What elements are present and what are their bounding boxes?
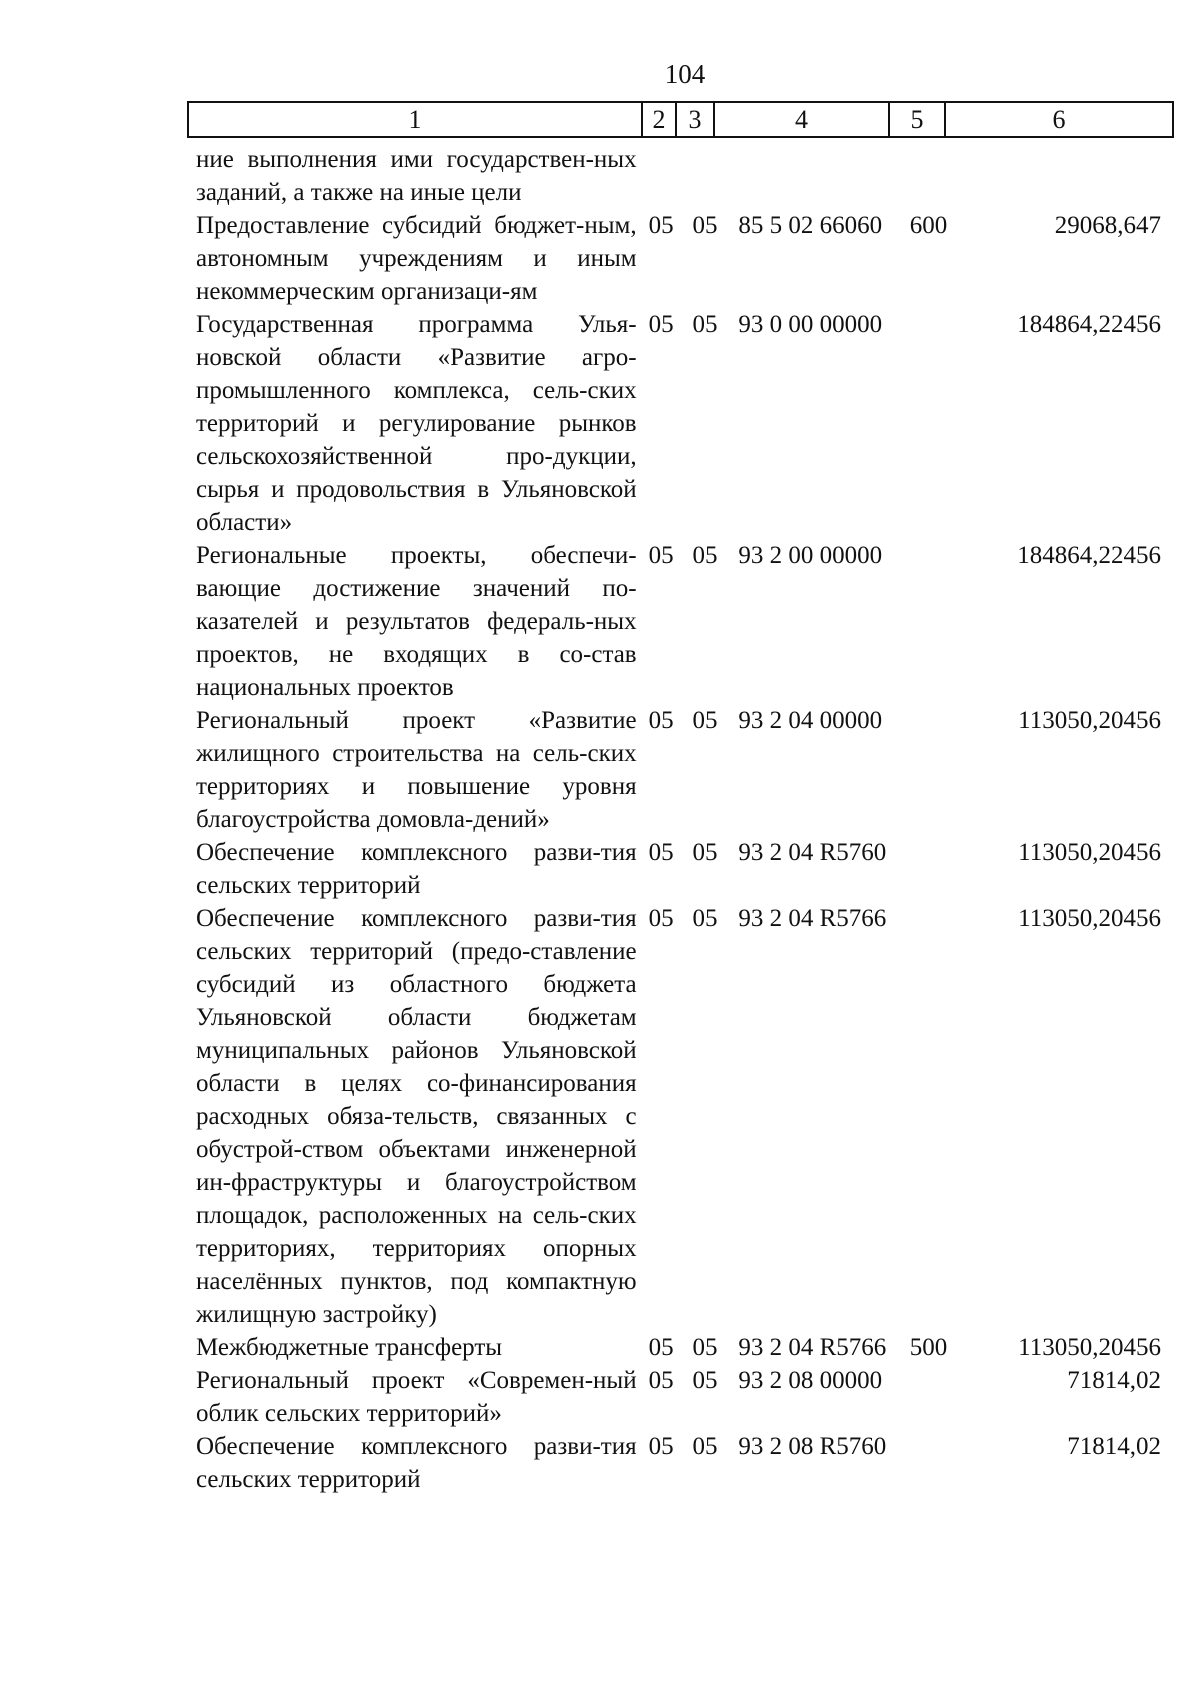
row-target-article: 93 2 00 00000 xyxy=(738,542,883,569)
row-amount: 184864,22456 xyxy=(1017,311,1161,338)
row-section-code: 05 xyxy=(648,905,674,932)
row-amount: 184864,22456 xyxy=(1017,542,1161,569)
table-row xyxy=(196,704,1171,836)
table-row xyxy=(196,308,1171,539)
row-section-code: 05 xyxy=(648,1433,674,1460)
column-header-6: 6 xyxy=(945,102,1173,137)
row-target-article: 93 2 04 R5760 xyxy=(738,839,887,866)
row-amount: 113050,20456 xyxy=(1018,1334,1161,1361)
row-target-article: 93 2 04 R5766 xyxy=(738,1334,887,1361)
row-subsection-code: 05 xyxy=(692,1367,718,1394)
row-name: Межбюджетные трансферты xyxy=(196,1334,503,1361)
row-target-article: 93 2 04 00000 xyxy=(738,707,883,734)
table-row xyxy=(196,209,1171,308)
row-subsection-code: 05 xyxy=(692,542,718,569)
row-amount: 113050,20456 xyxy=(1018,839,1161,866)
row-target-article: 93 2 04 R5766 xyxy=(738,905,887,932)
row-section-code: 05 xyxy=(648,212,674,239)
column-header-table xyxy=(187,101,1174,138)
row-subsection-code: 05 xyxy=(692,707,718,734)
row-target-article: 93 2 08 R5760 xyxy=(738,1433,887,1460)
row-name: Обеспечение комплексного разви-тия сельских территорий xyxy=(196,839,637,899)
column-header-2: 2 xyxy=(642,102,676,137)
row-subsection-code: 05 xyxy=(692,905,718,932)
page-number: 104 xyxy=(664,59,706,89)
column-header-3: 3 xyxy=(676,102,714,137)
row-section-code: 05 xyxy=(648,542,674,569)
table-row xyxy=(196,539,1171,704)
row-target-article: 85 5 02 66060 xyxy=(738,212,883,239)
row-name: Предоставление субсидий бюджет-ным, автономным учреждениям и иным некоммерческим организаци-ям xyxy=(196,212,637,305)
row-subsection-code: 05 xyxy=(692,839,718,866)
row-amount: 71814,02 xyxy=(1067,1367,1161,1394)
row-section-code: 05 xyxy=(648,311,674,338)
column-header-4: 4 xyxy=(714,102,889,137)
budget-table-body xyxy=(196,143,1171,1496)
row-amount: 29068,647 xyxy=(1054,212,1161,239)
table-row xyxy=(196,836,1171,902)
table-row xyxy=(196,902,1171,1331)
row-section-code: 05 xyxy=(648,1367,674,1394)
table-row xyxy=(196,1331,1171,1364)
row-target-article: 93 2 08 00000 xyxy=(738,1367,883,1394)
column-header-1: 1 xyxy=(188,102,642,137)
row-amount: 113050,20456 xyxy=(1018,707,1161,734)
row-expense-type: 500 xyxy=(909,1334,948,1361)
row-subsection-code: 05 xyxy=(692,311,718,338)
row-name: Региональные проекты, обеспечи-вающие достижение значений по-казателей и результатов федераль-ных проектов, не входящих в со-став национальных проектов xyxy=(196,542,637,701)
table-row xyxy=(196,1430,1171,1496)
row-expense-type: 600 xyxy=(909,212,948,239)
row-section-code: 05 xyxy=(648,1334,674,1361)
row-amount: 113050,20456 xyxy=(1018,905,1161,932)
table-row xyxy=(196,143,1171,209)
row-section-code: 05 xyxy=(648,707,674,734)
row-name: Региональный проект «Современ-ный облик сельских территорий» xyxy=(196,1367,637,1427)
row-name: Обеспечение комплексного разви-тия сельских территорий (предо-ставление субсидий из областного бюджета Ульяновской области бюджетам муниципальных районов Ульяновской области в целях со-финансирования расходных обяза-тельств, связанных с обустрой-ством объектами инженерной ин-фраструктуры и благоустройством площадок, расположенных на сель-ских территориях, территориях опорных населённых пунктов, под компактную жилищную застройку) xyxy=(196,905,637,1328)
row-name: Обеспечение комплексного разви-тия сельских территорий xyxy=(196,1433,637,1493)
row-subsection-code: 05 xyxy=(692,1433,718,1460)
row-name: ние выполнения ими государствен-ных заданий, а также на иные цели xyxy=(196,146,637,206)
row-section-code: 05 xyxy=(648,839,674,866)
column-header-5: 5 xyxy=(889,102,945,137)
row-subsection-code: 05 xyxy=(692,1334,718,1361)
row-amount: 71814,02 xyxy=(1067,1433,1161,1460)
row-subsection-code: 05 xyxy=(692,212,718,239)
row-name: Региональный проект «Развитие жилищного строительства на сель-ских территориях и повышение уровня благоустройства домовла-дений» xyxy=(196,707,637,833)
row-name: Государственная программа Улья-новской области «Развитие агро-промышленного комплекса, сель-ских территорий и регулирование рынков сельскохозяйственной про-дукции, сырья и продовольствия в Ульяновской области» xyxy=(196,311,637,536)
table-row xyxy=(196,1364,1171,1430)
row-target-article: 93 0 00 00000 xyxy=(738,311,883,338)
column-header-row xyxy=(188,102,1173,137)
